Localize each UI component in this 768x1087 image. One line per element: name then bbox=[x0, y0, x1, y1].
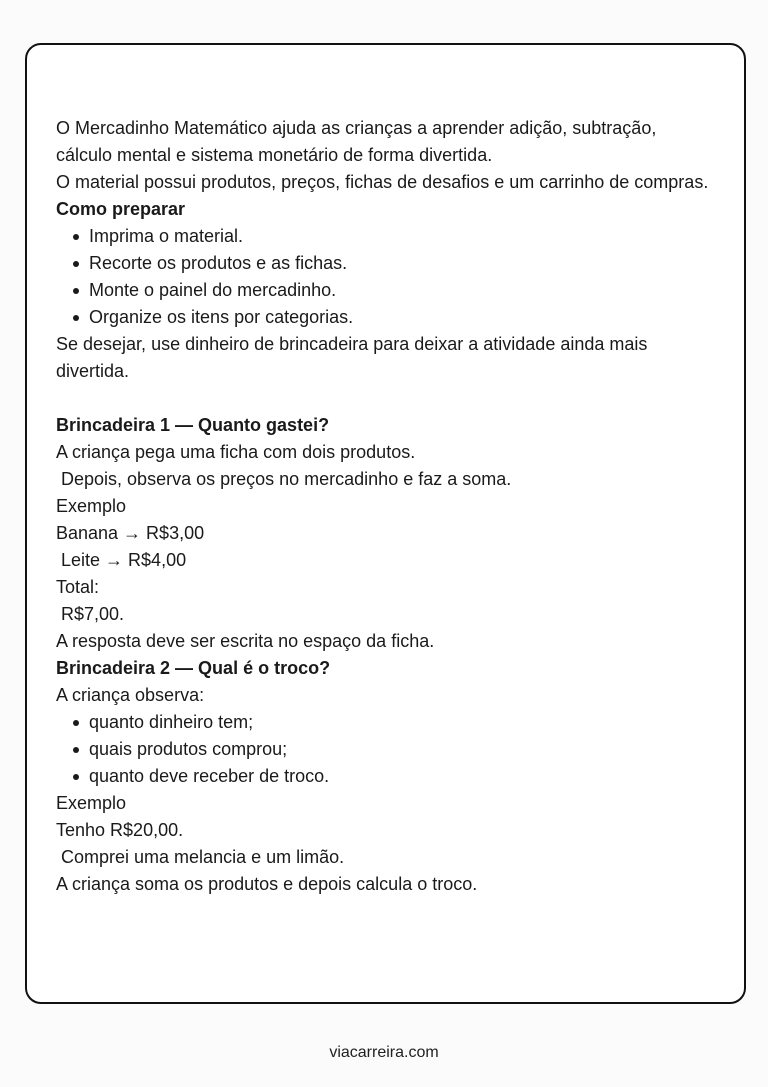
intro-paragraph-2: O material possui produtos, preços, fichas de desafios e um carrinho de compras. bbox=[56, 172, 709, 192]
brincadeira-2-line: A criança soma os produtos e depois calcula o troco. bbox=[56, 874, 478, 894]
section-heading-brincadeira-1: Brincadeira 1 — Quanto gastei? bbox=[56, 415, 330, 435]
brincadeira-2-line: Tenho R$20,00. bbox=[56, 820, 184, 840]
list-item: quanto deve receber de troco. bbox=[89, 763, 716, 790]
brincadeira-1-line: R$7,00. bbox=[56, 604, 125, 624]
list-item: Imprima o material. bbox=[89, 223, 716, 250]
list-item: quais produtos comprou; bbox=[89, 736, 716, 763]
brincadeira-1-line: Depois, observa os preços no mercadinho e faz a soma. bbox=[56, 469, 512, 489]
section-heading-preparar: Como preparar bbox=[56, 199, 186, 219]
list-item: Recorte os produtos e as fichas. bbox=[89, 250, 716, 277]
brincadeira-1-line: Leite → R$4,00 bbox=[56, 550, 187, 570]
preparar-list bbox=[56, 223, 716, 331]
preparar-note: Se desejar, use dinheiro de brincadeira para deixar a atividade ainda mais divertida. bbox=[56, 334, 653, 381]
intro-paragraph-1: O Mercadinho Matemático ajuda as crianças a aprender adição, subtração, cálculo mental e sistema monetário de forma divertida. bbox=[56, 118, 662, 165]
brincadeira-1-example-label: Exemplo bbox=[56, 496, 127, 516]
section-heading-brincadeira-2: Brincadeira 2 — Qual é o troco? bbox=[56, 658, 331, 678]
brincadeira-1-line: A criança pega uma ficha com dois produtos. bbox=[56, 442, 416, 462]
list-item: Organize os itens por categorias. bbox=[89, 304, 716, 331]
footer-site: viacarreira.com bbox=[329, 1044, 439, 1061]
brincadeira-1-line: Total: bbox=[56, 577, 100, 597]
list-item: quanto dinheiro tem; bbox=[89, 709, 716, 736]
brincadeira-2-list bbox=[56, 709, 716, 790]
brincadeira-1-line: A resposta deve ser escrita no espaço da ficha. bbox=[56, 631, 435, 651]
brincadeira-2-line: Comprei uma melancia e um limão. bbox=[56, 847, 345, 867]
brincadeira-1-line: Banana → R$3,00 bbox=[56, 523, 205, 543]
spacer bbox=[56, 385, 716, 412]
document-body bbox=[56, 115, 716, 898]
brincadeira-2-intro: A criança observa: bbox=[56, 685, 205, 705]
brincadeira-2-example-label: Exemplo bbox=[56, 793, 127, 813]
list-item: Monte o painel do mercadinho. bbox=[89, 277, 716, 304]
